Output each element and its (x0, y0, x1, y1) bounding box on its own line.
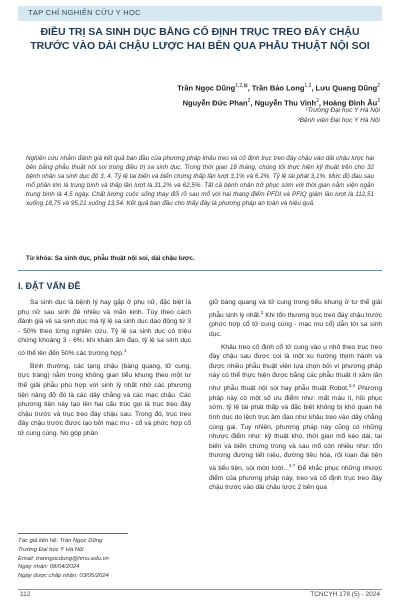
paragraph (18, 362, 191, 439)
footnote-line: Tác giả liên hệ: Trần Ngọc Dũng (18, 538, 103, 544)
footnote-line: Ngày được chấp nhận: 03/05/2024 (18, 573, 109, 580)
affiliation-1: ¹Trường Đại học Y Hà Nội (305, 107, 380, 114)
footnote-divider (18, 533, 128, 534)
keywords-label: Từ khóa: (26, 255, 53, 262)
paragraph-text: Phương pháp này có một số ưu điểm như: mất máu ít, hồi phục sớm, tỷ lệ tái phát thấp và đặc biệt không bị khó quan hệ tình dục do lệch trục âm đạo như khâu treo vào dây chằng cùng gai. Tuy nhiên, phương pháp này cũng có những nhược điểm như: kỹ thuật khó, thời gian mổ kéo dài, tai biến và biến chứng trong và sau mổ còn nhiều như: tổn thương đường tiết niệu, đường tiêu hóa, rối loạn đại tiện và tiểu tiện, sói mòn lưới... (209, 385, 382, 473)
author-affiliation-mark: 1,2 (304, 83, 312, 89)
author-list (80, 80, 380, 109)
keywords (26, 254, 374, 263)
affiliations (80, 106, 380, 125)
journal-header-bar (18, 6, 382, 21)
citation-ref: 1 (123, 347, 127, 353)
author-affiliation-mark: 2 (377, 83, 380, 89)
citation-ref: 2 (260, 309, 264, 315)
paragraph (209, 298, 382, 340)
author-name: Trần Ngọc Dũng (177, 83, 236, 93)
author-affiliation-mark: 2 (316, 97, 319, 104)
article-title: ĐIỀU TRỊ SA SINH DỤC BẰNG CỐ ĐỊNH TRỤC TREO ĐÁY CHẬU TRƯỚC VÀO DẢI CHẬU LƯỢC HAI BÊN QUA PHẪU THUẬT NỘI SOI (30, 26, 370, 52)
author-name: Trần Bảo Long (251, 83, 305, 93)
paragraph-text: Khi tổn thương trục treo đáy chậu trước (phức hợp cổ tử cung cùng - mạc mu cổ) dẫn tới sa sinh dục. (209, 311, 382, 338)
author-affiliation-mark: 2 (377, 97, 380, 104)
section-heading: I. ĐẶT VẤN ĐỀ (18, 281, 81, 291)
keywords-list: Sa sinh dục, phẫu thuật nội soi, dải chậu lược. (54, 255, 195, 262)
author-affiliation-mark: 2 (247, 97, 251, 104)
paragraph-text: Bình thường, các tạng chậu (bàng quang, tử cung, trực tràng) nằm trong không gian tiểu khung theo một tư thế giải phẫu phù hợp với sinh lý nhất nhờ các phương tiện nâng đỡ đó là các dây chằng và các mạc chậu. Các phương tiện này tạo lên hai cấu trúc gọi là trục treo đáy chậu trước và trục treo đáy chậu sau. Trong đó, trục treo đáy chậu trước được tạo bởi mạc mu - cổ và phức hợp cổ tử cung cùng. Nó góp phần (18, 362, 191, 437)
paragraph (18, 298, 191, 359)
author-line-2: Nguyễn Đức Phan$^2$, Nguyễn Thu Vinh$^2$, Hoàng Đình $Âu^2$ (182, 97, 380, 107)
author-affiliation-mark: 1,2,⊠ (235, 83, 248, 89)
footnote-email: Email: tranngocdung@hmu.edu.vn (18, 555, 109, 562)
paragraph (209, 343, 382, 493)
page-number: 112 (20, 591, 31, 598)
body-column-right (209, 298, 382, 496)
correspondence-footnote (18, 537, 198, 581)
paragraph-text: giữ bàng quang và tử cung trong tiểu khung ở tư thế giải phẫu sinh lý nhất. (209, 299, 382, 319)
paragraph-text: Sa sinh dục là bệnh lý hay gặp ở phụ nữ, đặc biệt là phụ nữ sau sinh đẻ nhiều và mãn kinh. Tùy theo cách đánh giá về sa sinh dục mà tỷ lệ sa sinh dục dao động từ 3 - 50% theo từng nghiên cứu. Tỷ lệ sa sinh dục có triệu chứng khoảng 3 - 6%; khi khám âm đạo, tỷ lệ sa sinh dục có thể lên đến 50% các trường hợp. (18, 299, 191, 358)
author-name: Hoàng Đình Âu (323, 98, 378, 107)
footnote-line: Ngày nhận: 08/04/2024 (18, 564, 80, 571)
journal-name: TẠP CHÍ NGHIÊN CỨU Y HỌC (28, 8, 141, 17)
author-line-1: Trần Ngọc Dũng$^{1,2,⊠}$, Trần Bảo Long$^{1,2}$, Lưu Quang Dũng$^2$ (177, 83, 380, 93)
paragraph-text: Để khắc phục những nhược điểm của phương pháp này, treo và cố định trục treo đáy chậu trước vào dải chậu lược 2 bên qua (209, 465, 382, 492)
author-name: Lưu Quang Dũng (315, 83, 378, 93)
abstract-text: Nghiên cứu nhằm đánh giá kết quả ban đầu của phương pháp khâu treo và cố định trục treo đáy chậu vào dải chậu lược hai bên bằng phẫu thuật nội soi trong điều trị sa sinh dục. Trong thời gian 18 tháng, chúng tôi thực hiện kỹ thuật trên cho 32 bệnh nhân sa sinh dục độ 3, 4. Tỷ lệ tai biến và biến chứng thấp lần lượt 3,1% và 6,2%. Tỷ lệ tái phát 3,1%. Mức độ đau sau mổ phần lớn là trung bình và thấp lần lượt là 31,2% và 62,5%. Tất cả bệnh nhân trở phục sớm với thời gian nằm viện ngắn trung bình là 4,5 ngày. Chất lượng cuộc sống thay đổi rõ sau mổ với hai thang điểm PFDI và PFIQ giảm lần lượt là 112,51 xuống 18,75 và 95,21 xuống 13,54. Kết quả ban đầu cho thấy đây là phương pháp an toàn và hiệu quả. (26, 155, 374, 207)
citation-ref: 3,4 (348, 382, 356, 388)
body-column-left (18, 298, 191, 442)
author-name: Nguyễn Thu Vinh (254, 98, 317, 107)
section-divider (18, 270, 382, 271)
footer-divider (18, 589, 382, 590)
citation-ref: 4-7 (288, 462, 296, 468)
paragraph-text: Khâu treo cố định cổ tử cung vào ụ nhô theo trục treo đáy chậu sau được coi là một xu hướng thịnh hành và được nhiều phẫu thuật viên lựa chọn bởi vì phương pháp này có thể thực hiện được bằng các phẫu thuật ít xâm lấn như phẫu thuật nội soi hay phẫu thuật Robot. (209, 343, 382, 393)
author-name: Nguyễn Đức Phan (182, 98, 248, 107)
journal-issue: TCNCYH 178 (5) - 2024 (310, 591, 380, 598)
affiliation-2: ²Bệnh viện Đại học Y Hà Nội (297, 116, 380, 124)
footnote-line: Trường Đại học Y Hà Nội (18, 546, 84, 553)
